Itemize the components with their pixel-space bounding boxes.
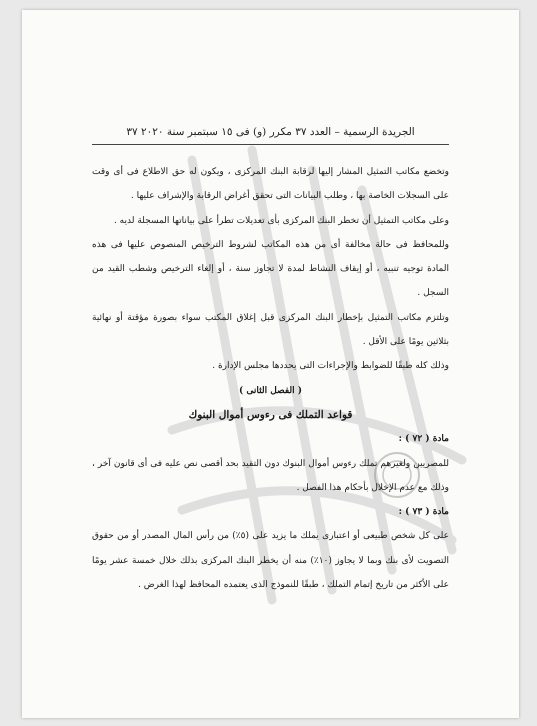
article-heading: مادة ( ٧٣ ) :: [398, 507, 449, 518]
gazette-header: الجريدة الرسمية – العدد ٣٧ مكرر (و) فى ١٥ سبتمبر سنة ٢٠٢٠ ٣٧: [126, 126, 415, 138]
chapter-title: ( الفصل الثانى ): [238, 385, 303, 396]
paragraph: وعلى مكاتب التمثيل أن تخطر البنك المركزى بأى تعديلات تطرأ على بياناتها المسجلة لديه .: [113, 215, 449, 226]
paragraph: وذلك كله طبقًا للضوابط والإجراءات التى يحددها مجلس الإدارة .: [212, 361, 449, 372]
paragraph: وتلتزم مكاتب التمثيل بإخطار البنك المركزى قبل إغلاق المكتب سواء بصورة مؤقتة أو نهائية بثلاثين يومًا على الأقل .: [92, 312, 449, 348]
paragraph: وتخضع مكاتب التمثيل المشار إليها لرقابة البنك المركزى ، ويكون له حق الاطلاع فى أى وقت على السجلات الخاصة بها ، وطلب البيانات التى تحقق أغراض الرقابة والإشراف عليها .: [92, 167, 449, 202]
paragraph: للمصريين ولغيرهم تملك رءوس أموال البنوك دون التقيد بحد أقصى نص عليه فى أى قانون آخر ، وذلك مع عدم الإخلال بأحكام هذا الفصل .: [92, 458, 449, 493]
header-divider: [92, 144, 449, 145]
paragraph: على كل شخص طبيعى أو اعتبارى يملك ما يزيد على (٥٪) من رأس المال المصدر أو من حقوق التصويت لأى بنك وبما لا يجاوز (١٠٪) منه أن يخطر البنك المركزى بذلك خلال خمسة عشر يومًا على الأكثر من تاريخ إتمام التملك ، طبقًا للنموذج الذى يعتمده المحافظ لهذا الغرض .: [92, 531, 449, 591]
article-heading: مادة ( ٧٢ ) :: [398, 434, 449, 445]
paragraph: وللمحافظ فى حالة مخالفة أى من هذه المكاتب لشروط الترخيص المنصوص عليها فى هذه المادة توجيه تنبيه ، أو إيقاف النشاط لمدة لا تجاوز سنة ، أو إلغاء الترخيص وشطب القيد من السجل .: [92, 239, 449, 299]
document-body: [92, 160, 449, 597]
document-page: [22, 10, 519, 718]
section-title: قواعد التملك فى رءوس أموال البنوك: [188, 408, 353, 421]
